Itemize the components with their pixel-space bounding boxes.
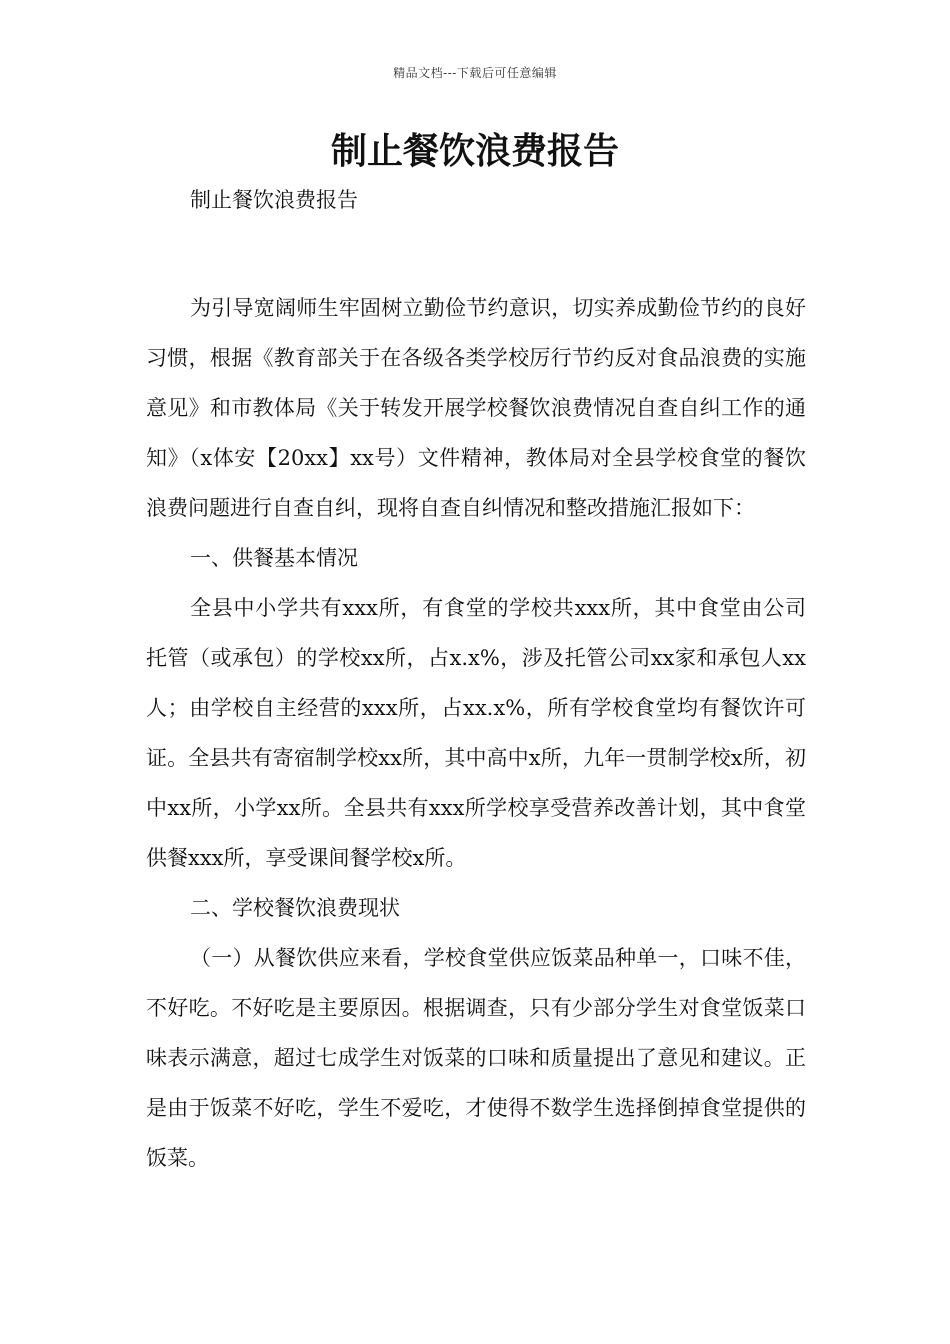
document-title: 制止餐饮浪费报告: [330, 131, 619, 172]
document-body: [146, 283, 806, 1183]
document-subtitle: 制止餐饮浪费报告: [190, 188, 358, 212]
section-heading-2: 二、学校餐饮浪费现状: [190, 896, 400, 920]
header-note: 精品文档---下载后可任意编辑: [393, 66, 557, 80]
paragraph-supply-situation: 全县中小学共有xxx所，有食堂的学校共xxx所，其中食堂由公司托管（或承包）的学校xx所，占x.x%，涉及托管公司xx家和承包人xx人；由学校自主经营的xxx所，占xx.x%，所有学校食堂均有餐饮许可证。全县共有寄宿制学校xx所，其中高中x所，九年一贯制学校x所，初中xx所，小学xx所。全县共有xxx所学校享受营养改善计划，其中食堂供餐xxx所，享受课间餐学校x所。: [146, 596, 806, 870]
paragraph-waste-status: （一）从餐饮供应来看，学校食堂供应饭菜品种单一，口味不佳，不好吃。不好吃是主要原因。根据调查，只有少部分学生对食堂饭菜口味表示满意，超过七成学生对饭菜的口味和质量提出了意见和建议。正是由于饭菜不好吃，学生不爱吃，才使得不数学生选择倒掉食堂提供的饭菜。: [146, 946, 806, 1170]
paragraph-intro: 为引导宽阔师生牢固树立勤俭节约意识，切实养成勤俭节约的良好习惯，根据《教育部关于在各级各类学校厉行节约反对食品浪费的实施意见》和市教体局《关于转发开展学校餐饮浪费情况自查自纠工作的通知》（x体安【20xx】xx号）文件精神，教体局对全县学校食堂的餐饮浪费问题进行自查自纠，现将自查自纠情况和整改措施汇报如下：: [146, 296, 806, 520]
section-heading-1: 一、供餐基本情况: [190, 546, 358, 570]
